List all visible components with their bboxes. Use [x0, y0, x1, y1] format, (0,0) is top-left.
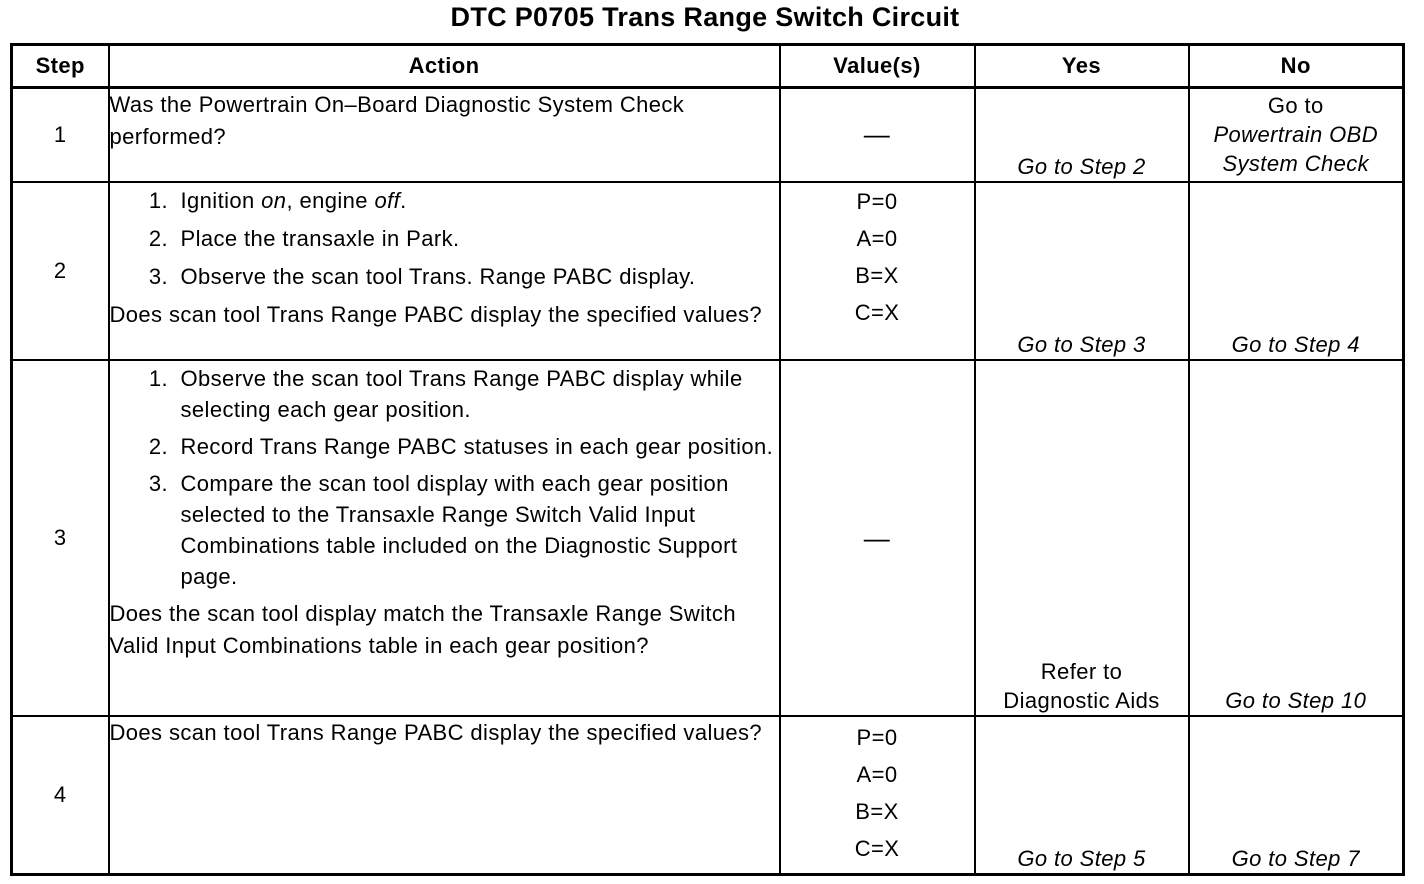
value-cell: —	[780, 360, 975, 716]
table-row	[12, 360, 1404, 716]
go-to-link[interactable]: Go to Step 7	[1231, 846, 1360, 871]
substep-item: 3. Observe the scan tool Trans. Range PABC display.	[175, 261, 779, 293]
column-header-yes: Yes	[975, 45, 1189, 88]
page-title: DTC P0705 Trans Range Switch Circuit	[450, 2, 960, 32]
go-to-link[interactable]: Go to Step 10	[1225, 688, 1367, 714]
go-to-link[interactable]: Go to Step 5	[1017, 846, 1146, 871]
no-cell	[1189, 716, 1404, 874]
table-header-row	[12, 45, 1404, 88]
no-cell	[1189, 360, 1404, 716]
value-item: P=0	[856, 188, 898, 214]
value-cell	[780, 182, 975, 360]
go-to-link[interactable]: Powertrain OBD System Check	[1213, 122, 1379, 176]
go-to-link[interactable]: Go to Step 4	[1231, 331, 1360, 357]
value-item: P=0	[856, 725, 898, 751]
value-item: C=X	[854, 836, 900, 862]
column-header-no: No	[1189, 45, 1404, 88]
substep-list	[110, 363, 779, 592]
value-item: A=0	[856, 225, 898, 251]
column-header-values: Value(s)	[780, 45, 975, 88]
step-number: 1	[12, 88, 109, 182]
go-to-link[interactable]: Go to Step 3	[1017, 331, 1146, 357]
substep-item: 2. Record Trans Range PABC statuses in each gear position.	[175, 431, 779, 462]
substep-item: 1. Ignition on, engine off.	[175, 185, 779, 217]
value-item: C=X	[854, 299, 900, 325]
action-question: Does the scan tool display match the Transaxle Range Switch Valid Input Combinations table in each gear position?	[109, 600, 736, 658]
substep-item: 2. Place the transaxle in Park.	[175, 223, 779, 255]
table-row	[12, 88, 1404, 182]
action-cell	[109, 360, 780, 716]
value-item: B=X	[855, 799, 899, 825]
substep-item: 1. Observe the scan tool Trans Range PABC display while selecting each gear position.	[175, 363, 779, 425]
column-header-action: Action	[109, 45, 780, 88]
action-question: Does scan tool Trans Range PABC display the specified values?	[109, 720, 763, 746]
substep-item: 3. Compare the scan tool display with each gear position selected to the Transaxle Range Switch Valid Input Combinations table included on the Diagnostic Support page.	[175, 468, 779, 592]
step-number: 2	[12, 182, 109, 360]
substep-list	[110, 185, 779, 293]
step-number: 3	[12, 360, 109, 716]
yes-cell	[975, 182, 1189, 360]
value-cell	[780, 716, 975, 874]
no-cell	[1189, 88, 1404, 182]
action-cell	[109, 182, 780, 360]
table-row	[12, 716, 1404, 874]
action-question: Does scan tool Trans Range PABC display the specified values?	[109, 301, 763, 327]
yes-cell	[975, 88, 1189, 182]
value-cell: —	[780, 88, 975, 182]
value-item: B=X	[855, 262, 899, 288]
column-header-step: Step	[12, 45, 109, 88]
no-prefix-text: Go to	[1267, 93, 1324, 118]
yes-cell	[975, 360, 1189, 716]
go-to-link[interactable]: Go to Step 2	[1017, 153, 1146, 179]
action-cell	[109, 88, 780, 182]
step-number: 4	[12, 716, 109, 874]
yes-cell	[975, 716, 1189, 874]
table-row	[12, 182, 1404, 360]
action-cell	[109, 716, 780, 874]
value-item: A=0	[856, 762, 898, 788]
diagnostic-table	[10, 43, 1405, 876]
action-question: Was the Powertrain On–Board Diagnostic System Check performed?	[109, 92, 685, 149]
reference-text[interactable]: Refer to Diagnostic Aids	[1003, 659, 1160, 714]
no-cell	[1189, 182, 1404, 360]
